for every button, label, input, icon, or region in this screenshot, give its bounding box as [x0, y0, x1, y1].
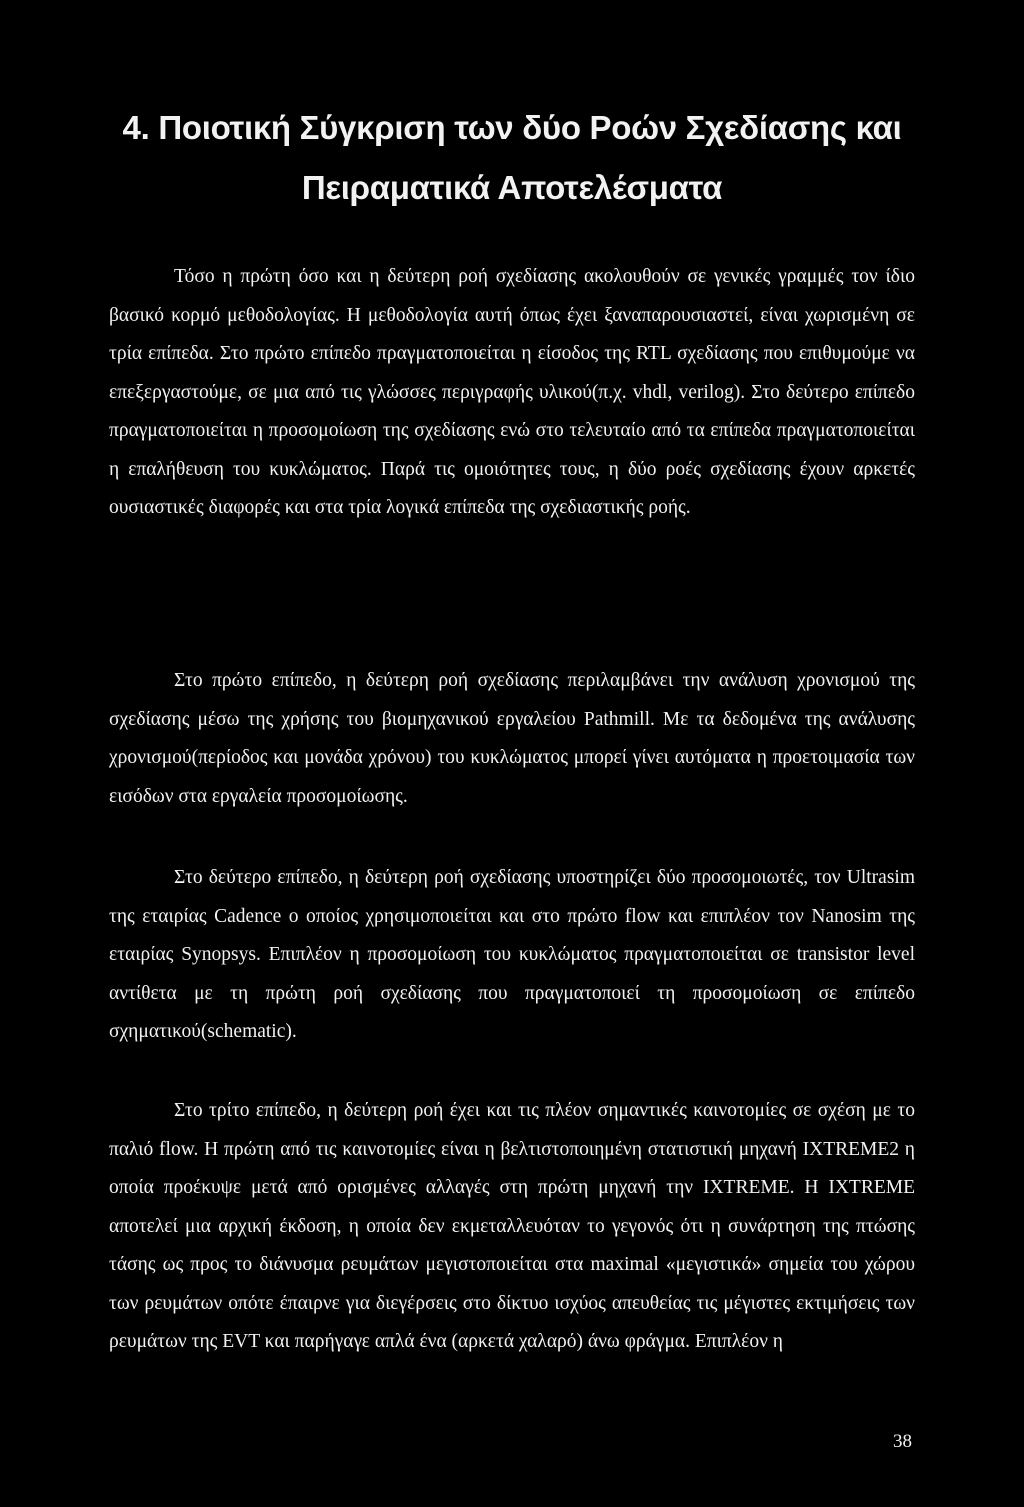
paragraph-methodology-overview: Τόσο η πρώτη όσο και η δεύτερη ροή σχεδίασης ακολουθούν σε γενικές γραμμές τον ίδιο βασικό κορμό μεθοδολογίας. Η μεθοδολογία αυτή όπως έχει ξαναπαρουσιαστεί, είναι χωρισμένη σε τρία επίπεδα. Στο πρώτο επίπεδο πραγματοποιείται η είσοδος της RTL σχεδίασης που επιθυμούμε να επεξεργαστούμε, σε μια από τις γλώσσες περιγραφής υλικού(π.χ. vhdl, verilog). Στο δεύτερο επίπεδο πραγματοποιείται η προσομοίωση της σχεδίασης ενώ στο τελευταίο από τα επίπεδα πραγματοποιείται η επαλήθευση του κυκλώματος. Παρά τις ομοιότητες τους, η δύο ροές σχεδίασης έχουν αρκετές ουσιαστικές διαφορές και στα τρία λογικά επίπεδα της σχεδιαστικής ροής. [109, 266, 915, 518]
paragraph-first-level: Στο πρώτο επίπεδο, η δεύτερη ροή σχεδίασης περιλαμβάνει την ανάλυση χρονισμού της σχεδίασης μέσω της χρήσης του βιομηχανικού εργαλείου Pathmill. Με τα δεδομένα της ανάλυσης χρονισμού(περίοδος και μονάδα χρόνου) του κυκλώματος μπορεί γίνει αυτόματα η προετοιμασία των εισόδων στα εργαλεία προσομοίωσης. [109, 670, 915, 807]
page-number: 38 [893, 1431, 912, 1452]
section-heading-line-2: Πειραματικά Αποτελέσματα [301, 169, 723, 206]
section-heading-line-1: 4. Ποιοτική Σύγκριση των δύο Ροών Σχεδίασης και [122, 109, 902, 146]
paragraph-third-level: Στο τρίτο επίπεδο, η δεύτερη ροή έχει και τις πλέον σημαντικές καινοτομίες σε σχέση με το παλιό flow. Η πρώτη από τις καινοτομίες είναι η βελτιστοποιημένη στατιστική μηχανή IXTREME2 η οποία προέκυψε μετά από ορισμένες αλλαγές στη πρώτη μηχανή την IXTREME. Η IXTREME αποτελεί μια αρχική έκδοση, η οποία δεν εκμεταλλευόταν το γεγονός ότι η συνάρτηση της πτώσης τάσης ως προς το διάνυσμα ρευμάτων μεγιστοποιείται στα maximal «μεγιστικά» σημεία του χώρου των ρευμάτων οπότε έπαιρνε για διεγέρσεις στο δίκτυο ισχύος απευθείας τις μέγιστες εκτιμήσεις των ρευμάτων της EVT και παρήγαγε απλά ένα (αρκετά χαλαρό) άνω φράγμα. Επιπλέον η [109, 1100, 915, 1352]
paragraph-second-level: Στο δεύτερο επίπεδο, η δεύτερη ροή σχεδίασης υποστηρίζει δύο προσομοιωτές, τον Ultrasim της εταιρίας Cadence ο οποίος χρησιμοποιείται και στο πρώτο flow και επιπλέον τον Nanosim της εταιρίας Synopsys. Επιπλέον η προσομοίωση του κυκλώματος πραγματοποιείται σε transistor level αντίθετα με τη πρώτη ροή σχεδίασης που πραγματοποιεί τη προσομοίωση σε επίπεδο σχηματικού(schematic). [109, 867, 915, 1042]
